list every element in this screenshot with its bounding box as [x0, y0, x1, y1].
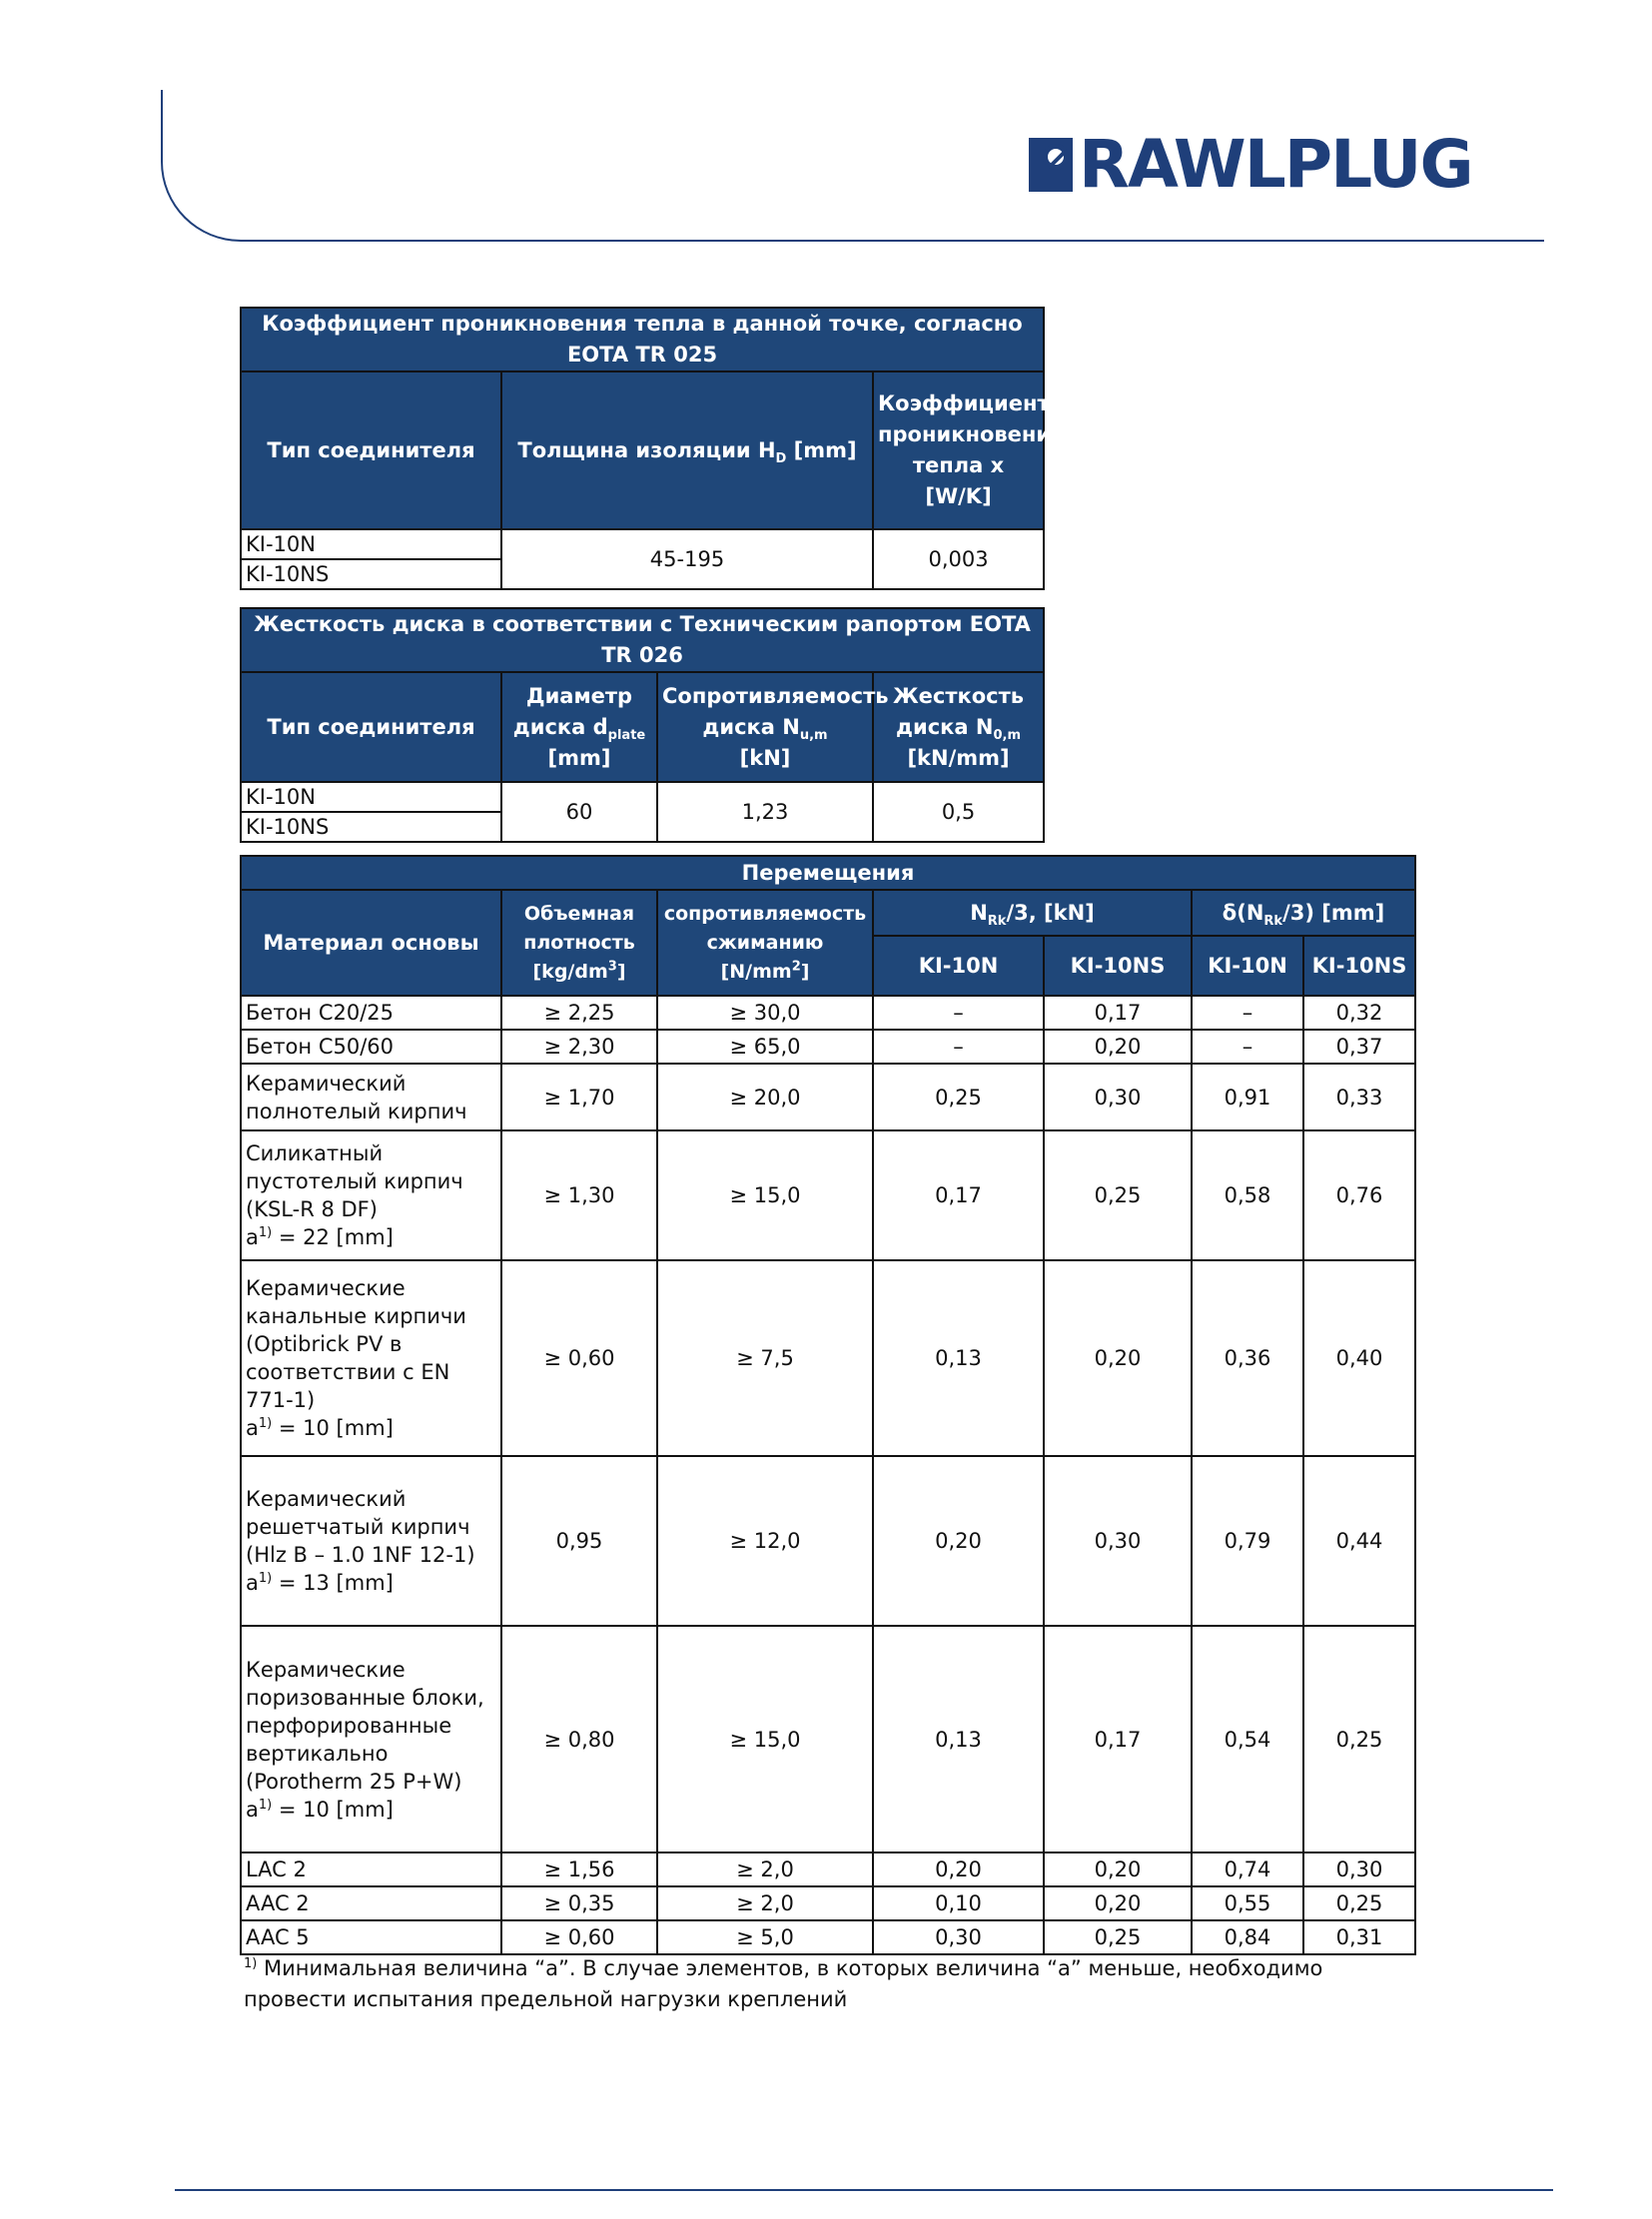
delta-ki10ns-cell: 0,31	[1303, 1920, 1415, 1954]
displacement-table	[240, 855, 1416, 1955]
delta-ki10ns-cell: 0,25	[1303, 1626, 1415, 1852]
table-row	[241, 1920, 1415, 1954]
nrk-ki10ns-cell: 0,17	[1044, 1626, 1192, 1852]
delta-ki10n-cell: 0,91	[1192, 1064, 1303, 1130]
nrk-ki10n-cell: 0,13	[873, 1626, 1044, 1852]
table-row	[241, 996, 1415, 1030]
delta-ki10ns-cell: 0,40	[1303, 1260, 1415, 1456]
nrk-ki10n-cell: 0,17	[873, 1130, 1044, 1260]
table2-title: Жесткость диска в соответствии с Техническим рапортом EOTA TR 026	[241, 608, 1044, 672]
logo-mark-icon	[1029, 138, 1073, 192]
delta-ki10n-cell: –	[1192, 1030, 1303, 1064]
density-cell: 0,95	[501, 1456, 657, 1626]
table3-title: Перемещения	[241, 856, 1415, 890]
nrk-ki10n-cell: 0,30	[873, 1920, 1044, 1954]
nrk-ki10ns-cell: 0,25	[1044, 1130, 1192, 1260]
strength-cell: ≥ 65,0	[657, 1030, 873, 1064]
nrk-ki10n-cell: –	[873, 1030, 1044, 1064]
table-row	[241, 1852, 1415, 1886]
table2-res: 1,23	[657, 782, 873, 842]
nrk-ki10ns-cell: 0,30	[1044, 1456, 1192, 1626]
material-cell: Керамические поризованные блоки, перфорированные вертикально (Porotherm 25 P+W) $a^{1)} = 10$ [mm]	[241, 1626, 501, 1852]
delta-ki10n-cell: 0,54	[1192, 1626, 1303, 1852]
nrk-ki10ns-cell: 0,20	[1044, 1852, 1192, 1886]
material-cell: Керамический решетчатый кирпич (Hlz B – 1.0 1NF 12-1) $a^{1)} = 13$ [mm]	[241, 1456, 501, 1626]
density-cell: ≥ 0,60	[501, 1920, 657, 1954]
strength-cell: ≥ 2,0	[657, 1852, 873, 1886]
density-cell: ≥ 2,25	[501, 996, 657, 1030]
table-row	[241, 1130, 1415, 1260]
footnote: $^{1)}$ Минимальная величина “a”. В случае элементов, в которых величина “a” меньше, необходимо провести испытания предельной нагрузки креплений	[244, 1956, 1323, 2011]
density-cell: ≥ 1,30	[501, 1130, 657, 1260]
table2-row-type: KI-10NS	[241, 812, 501, 842]
table-row	[241, 1456, 1415, 1626]
delta-ki10ns-cell: 0,32	[1303, 996, 1415, 1030]
delta-ki10ns-cell: 0,33	[1303, 1064, 1415, 1130]
nrk-ki10ns-cell: 0,20	[1044, 1030, 1192, 1064]
delta-ki10n-cell: –	[1192, 996, 1303, 1030]
delta-ki10n-cell: 0,79	[1192, 1456, 1303, 1626]
material-cell: LAC 2	[241, 1852, 501, 1886]
disc-stiffness-table	[240, 607, 1045, 843]
table3-sub-ki10n: KI-10N	[873, 936, 1044, 996]
strength-cell: ≥ 5,0	[657, 1920, 873, 1954]
nrk-ki10ns-cell: 0,17	[1044, 996, 1192, 1030]
material-cell: Силикатный пустотелый кирпич (KSL-R 8 DF) $a^{1)} = 22$ [mm]	[241, 1130, 501, 1260]
table1-col-type: Тип соединителя	[241, 371, 501, 529]
delta-ki10ns-cell: 0,76	[1303, 1130, 1415, 1260]
table3-col-strength: сопротивляемость сжиманию $[N/mm^2]$	[657, 890, 873, 996]
table1-coef: 0,003	[873, 529, 1044, 589]
delta-ki10n-cell: 0,55	[1192, 1886, 1303, 1920]
nrk-ki10n-cell: 0,25	[873, 1064, 1044, 1130]
footer-line	[175, 2189, 1553, 2191]
delta-ki10ns-cell: 0,44	[1303, 1456, 1415, 1626]
strength-cell: ≥ 20,0	[657, 1064, 873, 1130]
strength-cell: ≥ 7,5	[657, 1260, 873, 1456]
table2-diam: 60	[501, 782, 657, 842]
nrk-ki10n-cell: 0,13	[873, 1260, 1044, 1456]
nrk-ki10n-cell: –	[873, 996, 1044, 1030]
table3-col-material: Материал основы	[241, 890, 501, 996]
table-row	[241, 1626, 1415, 1852]
table3-sub-ki10ns: KI-10NS	[1044, 936, 1192, 996]
strength-cell: ≥ 15,0	[657, 1130, 873, 1260]
table1-thickness: 45-195	[501, 529, 873, 589]
table1-title: Коэффициент проникновения тепла в данной точке, согласно EOTA TR 025	[241, 308, 1044, 371]
material-cell: AAC 5	[241, 1920, 501, 1954]
delta-ki10n-cell: 0,84	[1192, 1920, 1303, 1954]
table3-sub-ki10n: KI-10N	[1192, 936, 1303, 996]
table1-row-type: KI-10N	[241, 529, 501, 559]
logo-text: RAWLPLUG	[1079, 126, 1472, 203]
table2-col-diam: Диаметр диска $d_{plate}$ [mm]	[501, 672, 657, 782]
strength-cell: ≥ 2,0	[657, 1886, 873, 1920]
table1-row-type: KI-10NS	[241, 559, 501, 589]
material-cell: Керамические канальные кирпичи (Optibrick PV в соответствии с EN 771-1) $a^{1)} = 10$ [mm]	[241, 1260, 501, 1456]
strength-cell: ≥ 30,0	[657, 996, 873, 1030]
table-row	[241, 1260, 1415, 1456]
nrk-ki10ns-cell: 0,20	[1044, 1886, 1192, 1920]
delta-ki10n-cell: 0,36	[1192, 1260, 1303, 1456]
nrk-ki10ns-cell: 0,25	[1044, 1920, 1192, 1954]
table-row	[241, 1886, 1415, 1920]
strength-cell: ≥ 12,0	[657, 1456, 873, 1626]
nrk-ki10ns-cell: 0,30	[1044, 1064, 1192, 1130]
delta-ki10n-cell: 0,58	[1192, 1130, 1303, 1260]
rawlplug-logo	[1029, 126, 1472, 203]
material-cell: Бетон C20/25	[241, 996, 501, 1030]
heat-transfer-table	[240, 307, 1065, 590]
table3-col-delta: $\delta(N_{Rk}/3)$ [mm]	[1192, 890, 1415, 936]
table1-col-thickness: Толщина изоляции $H_D$ [mm]	[501, 371, 873, 529]
material-cell: Керамический полнотелый кирпич	[241, 1064, 501, 1130]
table2-row-type: KI-10N	[241, 782, 501, 812]
table-row	[241, 1064, 1415, 1130]
table2-col-type: Тип соединителя	[241, 672, 501, 782]
table2-col-res: Сопротивляемость диска $N_{u,m}$ [kN]	[657, 672, 873, 782]
nrk-ki10ns-cell: 0,20	[1044, 1260, 1192, 1456]
table2-stiff: 0,5	[873, 782, 1044, 842]
material-cell: Бетон C50/60	[241, 1030, 501, 1064]
density-cell: ≥ 1,70	[501, 1064, 657, 1130]
density-cell: ≥ 0,80	[501, 1626, 657, 1852]
delta-ki10ns-cell: 0,30	[1303, 1852, 1415, 1886]
strength-cell: ≥ 15,0	[657, 1626, 873, 1852]
table3-col-nrk: $N_{Rk}/3$, [kN]	[873, 890, 1192, 936]
density-cell: ≥ 2,30	[501, 1030, 657, 1064]
density-cell: ≥ 0,35	[501, 1886, 657, 1920]
table3-sub-ki10ns: KI-10NS	[1303, 936, 1415, 996]
delta-ki10ns-cell: 0,25	[1303, 1886, 1415, 1920]
delta-ki10ns-cell: 0,37	[1303, 1030, 1415, 1064]
delta-ki10n-cell: 0,74	[1192, 1852, 1303, 1886]
nrk-ki10n-cell: 0,10	[873, 1886, 1044, 1920]
nrk-ki10n-cell: 0,20	[873, 1456, 1044, 1626]
density-cell: ≥ 1,56	[501, 1852, 657, 1886]
table1-col-coef: Коэффициент проникновения тепла x [W/K]	[873, 371, 1044, 529]
table3-col-density: Объемная плотность $[kg/dm^3]$	[501, 890, 657, 996]
table2-col-stiff: Жесткость диска $N_{0,m}$ [kN/mm]	[873, 672, 1044, 782]
material-cell: AAC 2	[241, 1886, 501, 1920]
table-row	[241, 1030, 1415, 1064]
nrk-ki10n-cell: 0,20	[873, 1852, 1044, 1886]
density-cell: ≥ 0,60	[501, 1260, 657, 1456]
